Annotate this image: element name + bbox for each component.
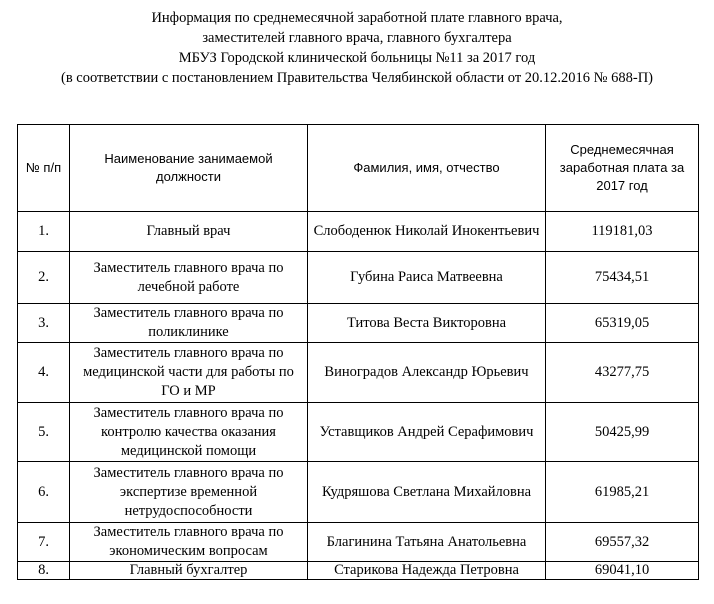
table-row xyxy=(18,343,699,403)
table-row xyxy=(18,252,699,304)
table-row xyxy=(18,462,699,523)
cell-num: 7. xyxy=(18,523,70,562)
column-header-num: № п/п xyxy=(18,125,70,212)
table-row xyxy=(18,562,699,580)
cell-position: Главный врач xyxy=(70,212,308,252)
cell-position: Заместитель главного врача по поликлинике xyxy=(70,304,308,343)
cell-position: Заместитель главного врача по контролю качества оказания медицинской помощи xyxy=(70,403,308,462)
salary-table xyxy=(17,124,699,580)
cell-num: 3. xyxy=(18,304,70,343)
cell-salary: 50425,99 xyxy=(546,403,699,462)
cell-salary: 61985,21 xyxy=(546,462,699,523)
column-header-position: Наименование занимаемой должности xyxy=(70,125,308,212)
cell-salary: 43277,75 xyxy=(546,343,699,403)
header-subtitle: заместителей главного врача, главного бухгалтера xyxy=(202,30,512,46)
cell-salary: 69041,10 xyxy=(546,562,699,580)
header-organization: МБУЗ Городской клинической больницы №11 за 2017 год xyxy=(178,50,536,66)
cell-position: Заместитель главного врача по медицинской части для работы по ГО и МР xyxy=(70,343,308,403)
cell-name: Кудряшова Светлана Михайловна xyxy=(308,462,546,523)
cell-position: Заместитель главного врача по лечебной работе xyxy=(70,252,308,304)
cell-position: Главный бухгалтер xyxy=(70,562,308,580)
header-legal-basis: (в соответствии с постановлением Правительства Челябинской области от 20.12.2016 № 688-П) xyxy=(60,70,653,86)
table-header-row xyxy=(18,125,699,212)
cell-num: 5. xyxy=(18,403,70,462)
cell-name: Виноградов Александр Юрьевич xyxy=(308,343,546,403)
table-row xyxy=(18,403,699,462)
cell-name: Благинина Татьяна Анатольевна xyxy=(308,523,546,562)
cell-num: 1. xyxy=(18,212,70,252)
cell-name: Старикова Надежда Петровна xyxy=(308,562,546,580)
cell-num: 6. xyxy=(18,462,70,523)
document-header xyxy=(0,8,714,88)
cell-name: Губина Раиса Матвеевна xyxy=(308,252,546,304)
cell-num: 4. xyxy=(18,343,70,403)
table-row xyxy=(18,304,699,343)
table-row xyxy=(18,212,699,252)
cell-name: Титова Веста Викторовна xyxy=(308,304,546,343)
cell-name: Уставщиков Андрей Серафимович xyxy=(308,403,546,462)
cell-salary: 65319,05 xyxy=(546,304,699,343)
cell-name: Слободенюк Николай Инокентьевич xyxy=(308,212,546,252)
cell-salary: 69557,32 xyxy=(546,523,699,562)
cell-salary: 75434,51 xyxy=(546,252,699,304)
column-header-name: Фамилия, имя, отчество xyxy=(308,125,546,212)
cell-num: 8. xyxy=(18,562,70,580)
table-row xyxy=(18,523,699,562)
cell-position: Заместитель главного врача по экономическим вопросам xyxy=(70,523,308,562)
cell-num: 2. xyxy=(18,252,70,304)
cell-salary: 119181,03 xyxy=(546,212,699,252)
column-header-salary: Среднемесячная заработная плата за 2017 год xyxy=(546,125,699,212)
cell-position: Заместитель главного врача по экспертизе временной нетрудоспособности xyxy=(70,462,308,523)
header-title: Информация по среднемесячной заработной плате главного врача, xyxy=(151,10,563,26)
